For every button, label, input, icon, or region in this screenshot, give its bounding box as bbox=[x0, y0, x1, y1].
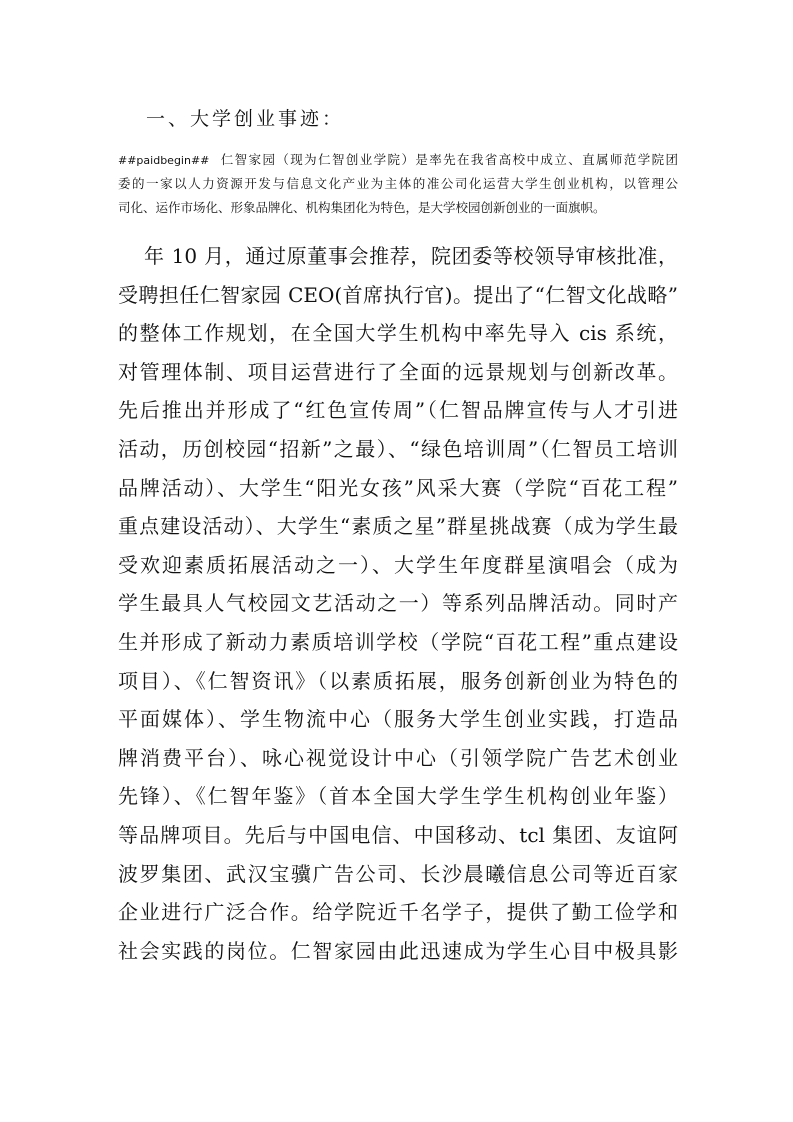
body-line: 年 10 月，通过原董事会推荐，院团委等校领导审核批准， bbox=[144, 244, 678, 268]
body-line: 学生最具人气校园文艺活动之一）等系列品牌活动。同时产 bbox=[118, 591, 678, 616]
body-line: 受聘担任仁智家园 CEO(首席执行官)。提出了“仁智文化战略” bbox=[118, 282, 678, 307]
section-heading: 一、大学创业事迹： bbox=[146, 108, 345, 130]
body-line: 品牌活动）、大学生“阳光女孩”风采大赛（学院“百花工程” bbox=[118, 475, 678, 500]
intro-line: 司化、运作市场化、形象品牌化、机构集团化为特色，是大学校园创新创业的一面旗帜。 bbox=[118, 200, 606, 215]
body-line: 生并形成了新动力素质培训学校（学院“百花工程”重点建设 bbox=[118, 629, 678, 654]
body-line: 重点建设活动）、大学生“素质之星”群星挑战赛（成为学生最 bbox=[118, 514, 678, 539]
body-line: 牌消费平台）、咏心视觉设计中心（引领学院广告艺术创业 bbox=[118, 745, 678, 770]
body-line: 社会实践的岗位。仁智家园由此迅速成为学生心目中极具影 bbox=[118, 938, 678, 963]
body-paragraph bbox=[118, 237, 678, 970]
body-line: 活动，历创校园“招新”之最）、“绿色培训周”（仁智员工培训 bbox=[118, 436, 678, 461]
body-line: 平面媒体）、学生物流中心（服务大学生创业实践，打造品 bbox=[118, 707, 678, 732]
body-line: 对管理体制、项目运营进行了全面的远景规划与创新改革。 bbox=[118, 359, 678, 384]
intro-line: 委的一家以人力资源开发与信息文化产业为主体的准公司化运营大学生创业机构，以管理公 bbox=[118, 176, 678, 191]
body-line: 的整体工作规划，在全国大学生机构中率先导入 cis 系统， bbox=[118, 321, 678, 346]
body-line: 企业进行广泛合作。给学院近千名学子，提供了勤工俭学和 bbox=[118, 900, 678, 925]
intro-paragraph bbox=[118, 148, 678, 220]
body-line: 波罗集团、武汉宝骥广告公司、长沙晨曦信息公司等近百家 bbox=[118, 861, 678, 886]
body-line: 受欢迎素质拓展活动之一）、大学生年度群星演唱会（成为 bbox=[118, 552, 678, 577]
intro-line: ##paidbegin## 仁智家园（现为仁智创业学院）是率先在我省高校中成立、直属师范学院团 bbox=[118, 152, 678, 167]
body-line: 等品牌项目。先后与中国电信、中国移动、tcl 集团、友谊阿 bbox=[118, 822, 678, 847]
paid-begin-tag: ##paidbegin## bbox=[118, 154, 210, 167]
body-line: 项目）、《仁智资讯》（以素质拓展，服务创新创业为特色的 bbox=[118, 668, 678, 693]
body-line: 先后推出并形成了“红色宣传周”（仁智品牌宣传与人才引进 bbox=[118, 398, 678, 423]
body-line: 先锋）、《仁智年鉴》（首本全国大学生学生机构创业年鉴） bbox=[118, 784, 678, 809]
